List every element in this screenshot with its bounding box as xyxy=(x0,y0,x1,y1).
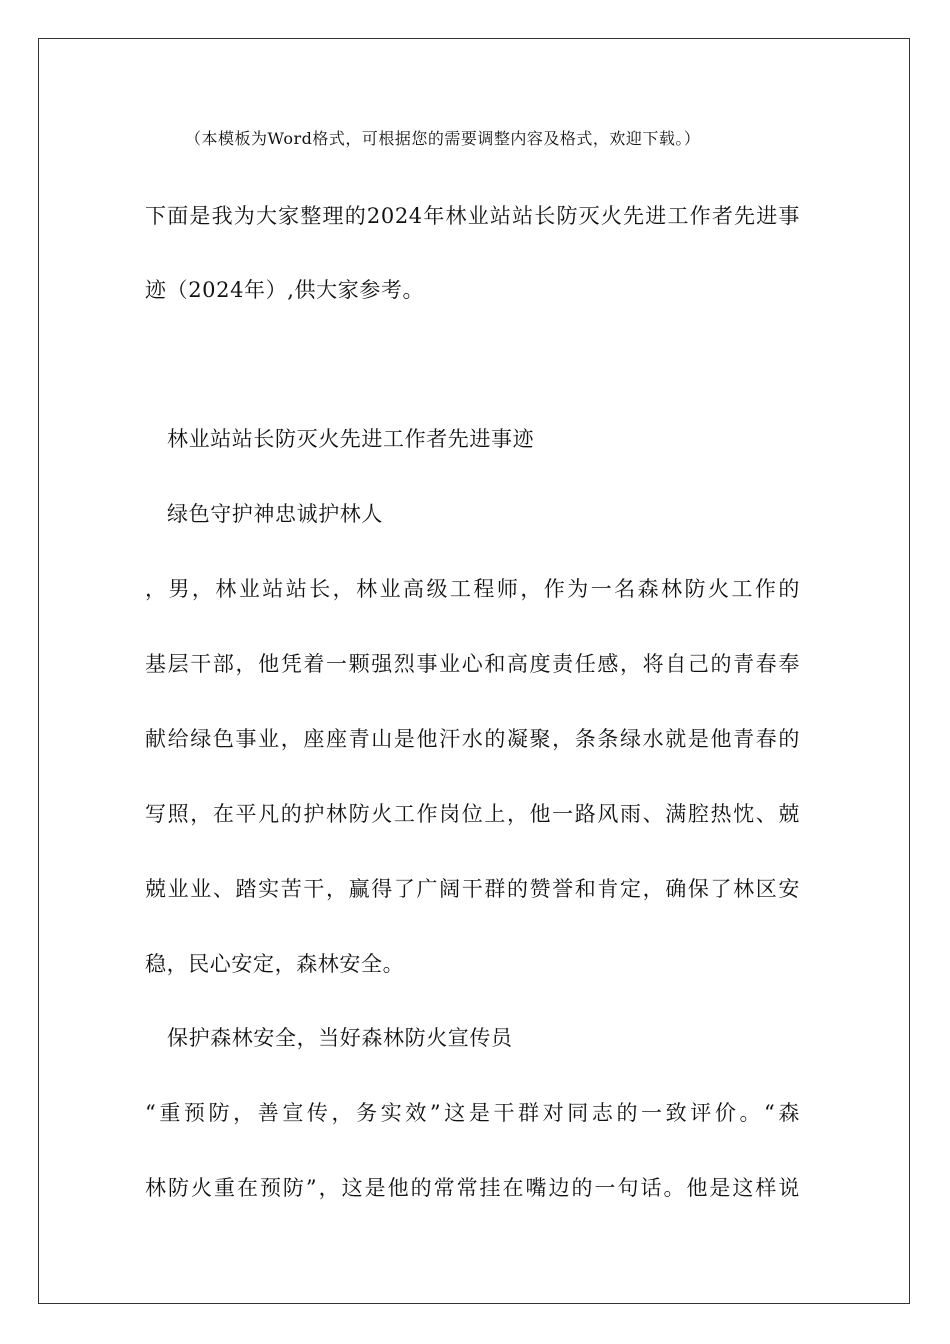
body-line-2: 基层干部，他凭着一颗强烈事业心和高度责任感，将自己的青春奉 xyxy=(145,652,800,676)
body-line-7: “重预防，善宣传，务实效”这是干群对同志的一致评价。“森 xyxy=(145,1101,800,1125)
document-subtitle: 绿色守护神忠诚护林人 xyxy=(167,502,383,526)
body-line-1: ，男，林业站站长，林业高级工程师，作为一名森林防火工作的 xyxy=(145,577,800,601)
document-title: 林业站站长防灭火先进工作者先进事迹 xyxy=(167,427,535,451)
body-line-6: 稳，民心安定，森林安全。 xyxy=(145,952,405,976)
intro-line-1: 下面是我为大家整理的2024年林业站站长防灭火先进工作者先进事 xyxy=(145,204,800,228)
intro-line-2: 迹（2024年）,供大家参考。 xyxy=(145,278,425,302)
template-note: （本模板为Word格式，可根据您的需要调整内容及格式，欢迎下载。） xyxy=(185,129,701,148)
body-line-4: 写照，在平凡的护林防火工作岗位上，他一路风雨、满腔热忱、兢 xyxy=(145,802,800,826)
body-line-8: 林防火重在预防”，这是他的常常挂在嘴边的一句话。他是这样说 xyxy=(145,1176,800,1200)
body-line-3: 献给绿色事业，座座青山是他汗水的凝聚，条条绿水就是他青春的 xyxy=(145,727,800,751)
body-line-5: 兢业业、踏实苦干，赢得了广阔干群的赞誉和肯定，确保了林区安 xyxy=(145,877,800,901)
section-heading: 保护森林安全，当好森林防火宣传员 xyxy=(167,1026,513,1050)
